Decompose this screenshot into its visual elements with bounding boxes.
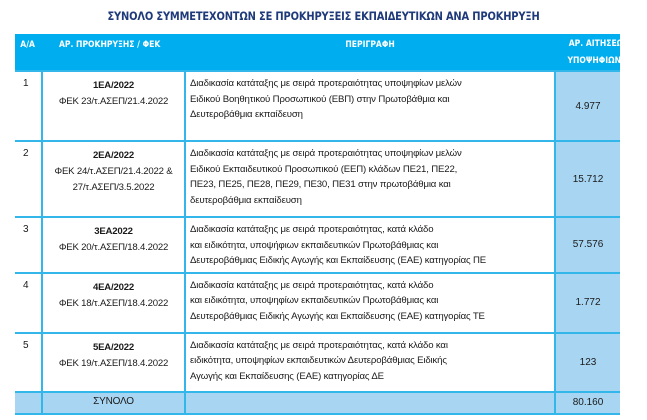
announcement-code: 5ΕΑ/2022 bbox=[92, 341, 135, 353]
description-line: Διαδικασία κατάταξης με σειρά προτεραιότητας υποψηφίων μελών bbox=[190, 78, 462, 89]
fek-reference: ΦΕΚ 23/τ.ΑΣΕΠ/21.4.2022 bbox=[58, 96, 169, 107]
fek-reference: ΦΕΚ 19/τ.ΑΣΕΠ/18.4.2022 bbox=[58, 357, 169, 369]
row-announcement bbox=[42, 273, 185, 333]
row-number: 3 bbox=[15, 217, 42, 273]
row-applications-count: 15.712 bbox=[555, 141, 620, 217]
description-line: Διαδικασία κατάταξης με σειρά προτεραιότητας υποψηφίων μελών bbox=[190, 148, 462, 159]
row-number: 1 bbox=[15, 71, 42, 141]
row-applications-count: 57.576 bbox=[555, 217, 620, 273]
row-applications-count: 4.977 bbox=[555, 71, 620, 141]
announcement-code: 3ΕΑ2022 bbox=[94, 226, 133, 237]
header-applications: ΑΡ. ΑΙΤΗΣΕΩΝ ΥΠΟΨΗΦΙΩΝ bbox=[555, 34, 620, 71]
row-description bbox=[185, 71, 555, 141]
row-number: 5 bbox=[15, 333, 42, 392]
fek-reference: ΦΕΚ 24/τ.ΑΣΕΠ/21.4.2022 & bbox=[54, 166, 173, 177]
description-line: ΠΕ23, ΠΕ25, ΠΕ28, ΠΕ29, ΠΕ30, ΠΕ31 στην πρωτοβάθμια και bbox=[190, 179, 451, 190]
total-label: ΣΥΝΟΛΟ bbox=[42, 392, 185, 414]
row-announcement bbox=[42, 217, 185, 273]
row-number: 2 bbox=[15, 141, 42, 217]
table-row bbox=[15, 333, 620, 392]
row-announcement bbox=[42, 141, 185, 217]
total-value: 80.160 bbox=[555, 392, 620, 414]
row-applications-count: 123 bbox=[555, 333, 620, 392]
description-line: Αγωγής και Εκπαίδευσης (ΕΑΕ) κατηγορίας ΔΕ bbox=[190, 370, 384, 382]
fek-reference: ΦΕΚ 20/τ.ΑΣΕΠ/18.4.2022 bbox=[58, 242, 169, 253]
announcement-code: 4ΕΑ/2022 bbox=[92, 281, 135, 293]
row-description bbox=[185, 333, 555, 392]
announcement-code: 1ΕΑ/2022 bbox=[92, 80, 135, 91]
row-description bbox=[185, 141, 555, 217]
description-line: Δευτεροβάθμιας Ειδικής Αγωγής και Εκπαίδευσης (ΕΑΕ) κατηγορίας ΤΕ bbox=[190, 310, 485, 322]
description-line: Δευτεροβάθμια εκπαίδευση bbox=[190, 109, 303, 120]
table-row bbox=[15, 217, 620, 273]
total-empty-cell bbox=[15, 392, 42, 414]
announcement-code: 2ΕΑ/2022 bbox=[92, 150, 135, 161]
row-number: 4 bbox=[15, 273, 42, 333]
applications-table bbox=[15, 34, 630, 415]
fek-reference: 27/τ.ΑΣΕΠ/3.5.2022 bbox=[72, 182, 155, 193]
total-row bbox=[15, 392, 620, 414]
description-line: Διαδικασία κατάταξης με σειρά προτεραιότητας, κατά κλάδο bbox=[190, 224, 434, 235]
table-header-row bbox=[15, 34, 620, 71]
fek-reference: ΦΕΚ 18/τ.ΑΣΕΠ/18.4.2022 bbox=[58, 297, 169, 309]
header-code: ΑΡ. ΠΡΟΚΗΡΥΞΗΣ / ΦΕΚ bbox=[42, 34, 185, 71]
description-line: και ειδικότητα, υποψηφίων εκπαιδευτικών Πρωτοβάθμιας και bbox=[190, 295, 439, 306]
table-row bbox=[15, 273, 620, 333]
description-line: Δευτεροβάθμιας Ειδικής Αγωγής και Εκπαίδευσης (ΕΑΕ) κατηγορίας ΠΕ bbox=[190, 255, 487, 266]
row-applications-count: 1.772 bbox=[555, 273, 620, 333]
description-line: Διαδικασία κατάταξης με σειρά προτεραιότητας, κατά κλάδο και bbox=[190, 339, 448, 351]
table-row bbox=[15, 141, 620, 217]
row-description bbox=[185, 217, 555, 273]
description-line: και ειδικότητα, υποψήφιων εκπαιδευτικών Πρωτοβάθμιας και bbox=[190, 239, 439, 251]
row-description bbox=[185, 273, 555, 333]
table-row bbox=[15, 71, 620, 141]
description-line: Ειδικού Βοηθητικού Προσωπικού (ΕΒΠ) στην Πρωτοβάθμια και bbox=[190, 93, 450, 105]
page-title: ΣΥΝΟΛΟ ΣΥΜΜΕΤΕΧΟΝΤΩΝ ΣΕ ΠΡΟΚΗΡΥΞΕΙΣ ΕΚΠΑΙΔΕΥΤΙΚΩΝ ΑΝΑ ΠΡΟΚΗΡΥΞΗ bbox=[107, 9, 540, 23]
header-no: Α/Α bbox=[15, 34, 42, 71]
description-line: ειδικότητα, υποψηφίων εκπαιδευτικών Δευτεροβάθμιας Ειδικής bbox=[190, 355, 447, 366]
row-announcement bbox=[42, 333, 185, 392]
description-line: δευτεροβάθμια εκπαίδευση bbox=[190, 194, 302, 206]
row-announcement bbox=[42, 71, 185, 141]
description-line: Ειδικού Εκπαιδευτικού Προσωπικού (ΕΕΠ) κλάδων ΠΕ21, ΠΕ22, bbox=[190, 163, 458, 175]
description-line: Διαδικασία κατάταξης με σειρά προτεραιότητας, κατά κλάδο bbox=[190, 279, 434, 291]
header-description: ΠΕΡΙΓΡΑΦΗ bbox=[185, 34, 555, 71]
total-empty-desc bbox=[185, 392, 555, 414]
